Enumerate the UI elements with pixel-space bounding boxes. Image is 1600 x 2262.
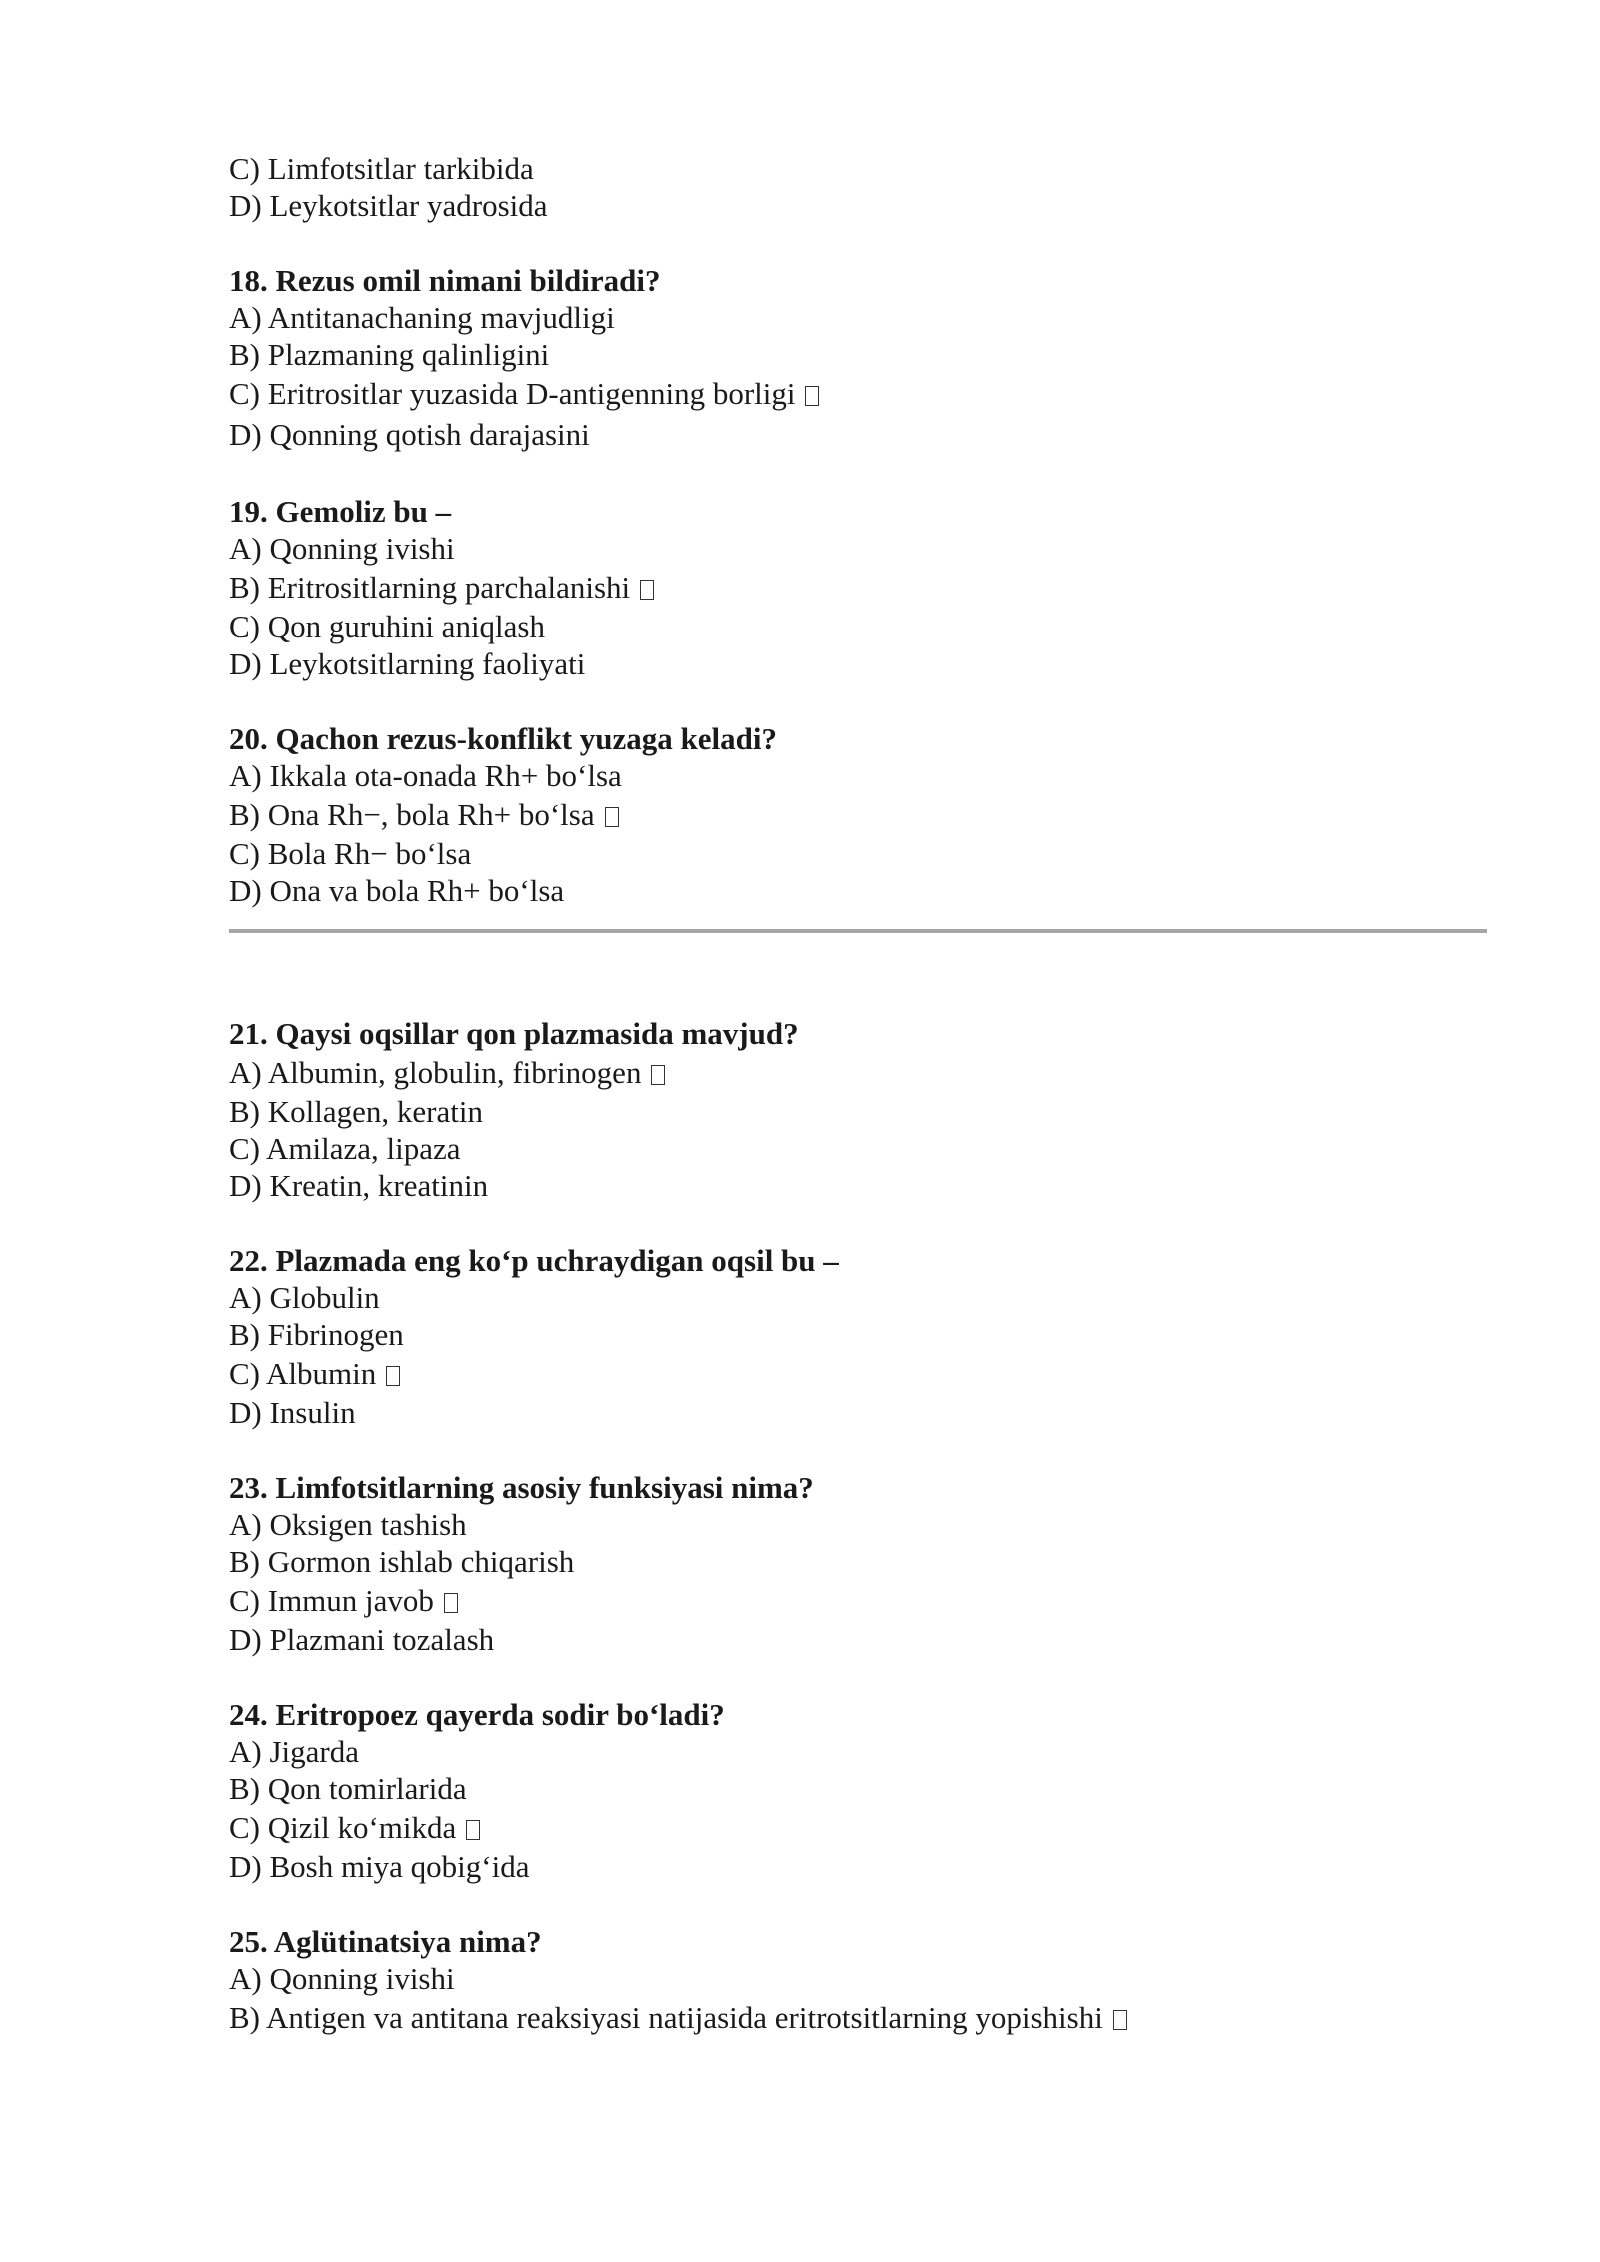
- option-line: [229, 1130, 1489, 1167]
- option-line: [229, 299, 1489, 336]
- option-line: [229, 1543, 1489, 1580]
- option-text: D) Plazmani tozalash: [229, 1622, 495, 1657]
- option-line: [229, 530, 1489, 567]
- question-title: 21. Qaysi oqsillar qon plazmasida mavjud?: [229, 1016, 799, 1051]
- option-line: [229, 1052, 1489, 1093]
- option-text: D) Qonning qotish darajasini: [229, 417, 590, 452]
- option-line: [229, 645, 1489, 682]
- option-line: [229, 1580, 1489, 1621]
- option-text: B) Eritrositlarning parchalanishi: [229, 570, 631, 605]
- option-text: B) Kollagen, keratin: [229, 1094, 483, 1129]
- option-line: D) Leykotsitlar yadrosida: [229, 188, 548, 223]
- question-title: 25. Aglütinatsiya nima?: [229, 1924, 542, 1959]
- question-title: 19. Gemoliz bu –: [229, 494, 452, 529]
- correct-answer-box-icon: [1113, 2010, 1127, 2030]
- option-line: [229, 1807, 1489, 1848]
- option-line: [229, 1279, 1489, 1316]
- option-line: [229, 608, 1489, 645]
- option-text: C) Amilaza, lipaza: [229, 1131, 461, 1166]
- option-text: D) Insulin: [229, 1395, 356, 1430]
- option-line: [229, 835, 1489, 872]
- option-text: B) Fibrinogen: [229, 1317, 404, 1352]
- option-line: [229, 1733, 1489, 1770]
- option-text: B) Antigen va antitana reaksiyasi natijasida eritrotsitlarning yopishishi: [229, 2000, 1103, 2035]
- option-line: [229, 1621, 1489, 1658]
- correct-answer-box-icon: [386, 1366, 400, 1386]
- correct-answer-box-icon: [444, 1593, 458, 1613]
- option-text: C) Albumin: [229, 1356, 377, 1391]
- correct-answer-box-icon: [640, 580, 654, 600]
- option-line: [229, 1316, 1489, 1353]
- option-line: [229, 373, 1489, 414]
- option-text: A) Qonning ivishi: [229, 531, 455, 566]
- option-text: C) Immun javob: [229, 1583, 434, 1618]
- option-line: [229, 872, 1489, 909]
- correct-answer-box-icon: [805, 386, 819, 406]
- option-text: C) Bola Rh− bo‘lsa: [229, 836, 472, 871]
- option-text: A) Oksigen tashish: [229, 1507, 467, 1542]
- correct-answer-box-icon: [466, 1820, 480, 1840]
- question-title: 20. Qachon rezus-konflikt yuzaga keladi?: [229, 721, 778, 756]
- option-line: [229, 1506, 1489, 1543]
- question-title: 23. Limfotsitlarning asosiy funksiyasi nima?: [229, 1470, 814, 1505]
- option-text: B) Qon tomirlarida: [229, 1771, 467, 1806]
- option-line: [229, 414, 1489, 455]
- option-line: [229, 1770, 1489, 1807]
- option-text: C) Eritrositlar yuzasida D-antigenning borligi: [229, 376, 796, 411]
- option-line: [229, 336, 1489, 373]
- option-text: A) Antitanachaning mavjudligi: [229, 300, 615, 335]
- option-text: A) Globulin: [229, 1280, 380, 1315]
- option-line: [229, 794, 1489, 835]
- option-text: A) Qonning ivishi: [229, 1961, 455, 1996]
- option-line: [229, 1093, 1489, 1130]
- option-line: [229, 1394, 1489, 1431]
- option-text: B) Gormon ishlab chiqarish: [229, 1544, 575, 1579]
- option-line: [229, 1167, 1489, 1204]
- option-text: D) Bosh miya qobig‘ida: [229, 1849, 530, 1884]
- option-text: D) Ona va bola Rh+ bo‘lsa: [229, 873, 565, 908]
- question-title: 24. Eritropoez qayerda sodir bo‘ladi?: [229, 1697, 725, 1732]
- option-text: D) Leykotsitlarning faoliyati: [229, 646, 586, 681]
- option-line: [229, 1848, 1489, 1885]
- option-line: [229, 1353, 1489, 1394]
- option-text: A) Albumin, globulin, fibrinogen: [229, 1055, 642, 1090]
- option-text: D) Kreatin, kreatinin: [229, 1168, 489, 1203]
- document-page: [229, 150, 1489, 2038]
- option-line: [229, 757, 1489, 794]
- option-text: B) Plazmaning qalinligini: [229, 337, 550, 372]
- question-title: 22. Plazmada eng ko‘p uchraydigan oqsil bu –: [229, 1243, 839, 1278]
- option-text: C) Qon guruhini aniqlash: [229, 609, 545, 644]
- option-text: A) Jigarda: [229, 1734, 359, 1769]
- correct-answer-box-icon: [605, 807, 619, 827]
- option-line: [229, 1960, 1489, 1997]
- option-line: [229, 1997, 1489, 2038]
- option-text: C) Qizil ko‘mikda: [229, 1810, 457, 1845]
- option-text: A) Ikkala ota-onada Rh+ bo‘lsa: [229, 758, 622, 793]
- option-line: C) Limfotsitlar tarkibida: [229, 151, 534, 186]
- question-title: 18. Rezus omil nimani bildiradi?: [229, 263, 661, 298]
- correct-answer-box-icon: [651, 1065, 665, 1085]
- option-line: [229, 567, 1489, 608]
- option-text: B) Ona Rh−, bola Rh+ bo‘lsa: [229, 797, 595, 832]
